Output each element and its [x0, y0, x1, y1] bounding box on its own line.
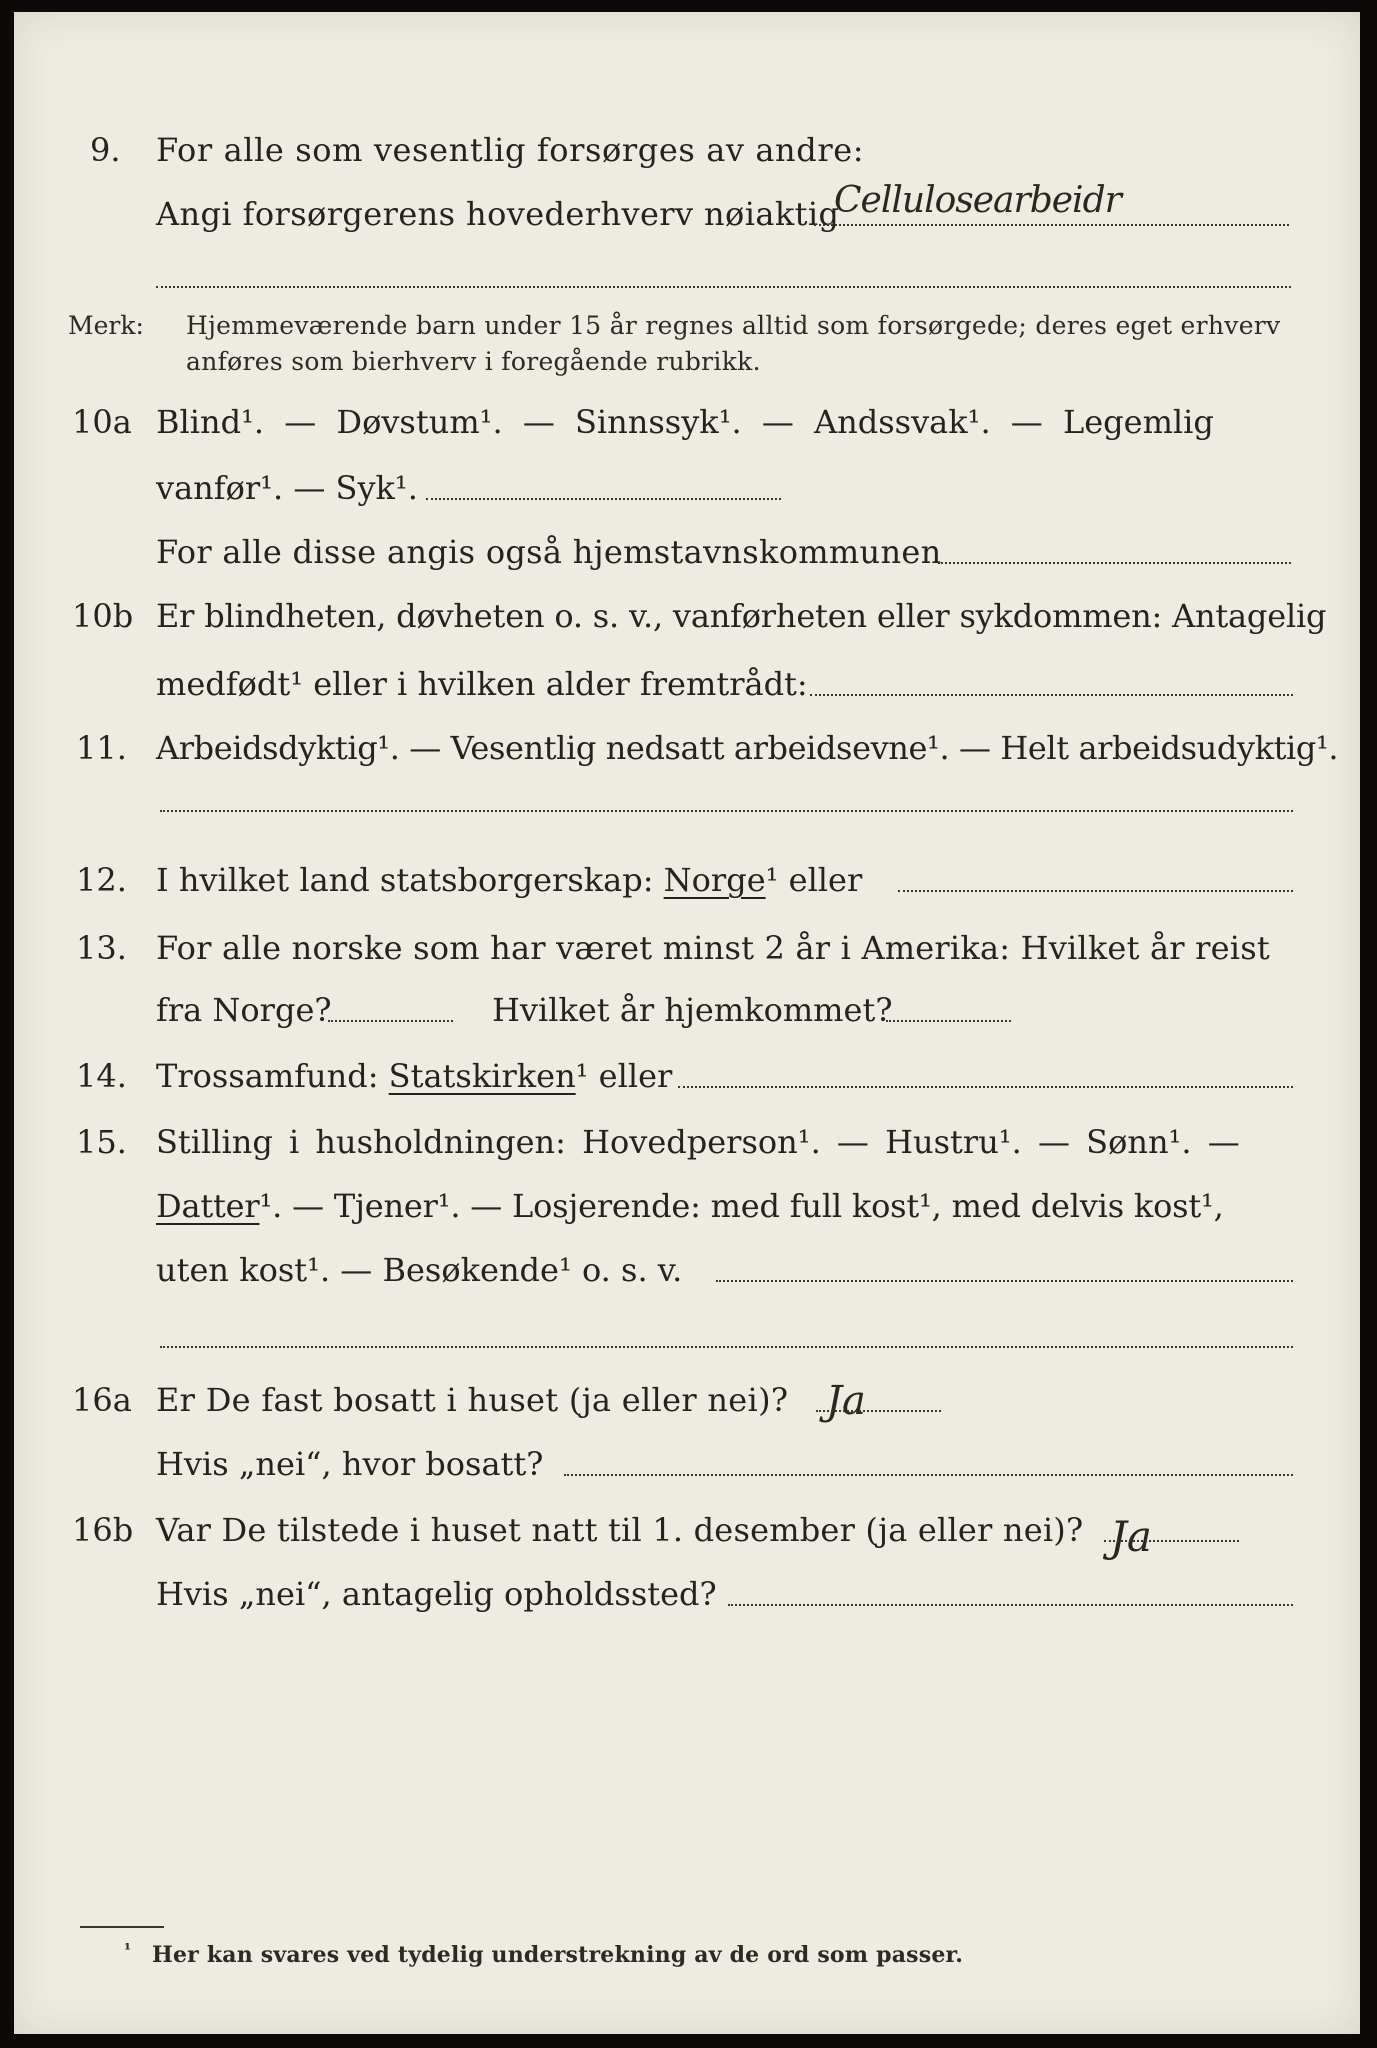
footnote-rule: [80, 1926, 164, 1928]
q12-answer-line: [898, 890, 1293, 892]
q14-statskirken-underlined: Statskirken: [388, 1057, 576, 1095]
q12-norge-underlined: Norge: [663, 861, 766, 899]
q15-line1: Stilling i husholdningen: Hovedperson¹. — Hustru¹. — Sønn¹. —: [156, 1123, 1240, 1161]
q16a-number: 16a: [72, 1381, 132, 1419]
q15-line2: [156, 1186, 1224, 1226]
q12-prefix: I hvilket land statsborgerskap:: [156, 861, 654, 899]
q14-number: 14.: [76, 1057, 127, 1095]
q10b-number: 10b: [72, 597, 134, 635]
q15-extra-line: [160, 1346, 1293, 1348]
q15-number: 15.: [76, 1123, 127, 1161]
q16b-line2: Hvis „nei“, antagelig opholdssted?: [156, 1575, 717, 1613]
q16b-opholdssted-line: [728, 1604, 1293, 1606]
q11-number: 11.: [76, 729, 127, 767]
footnote-mark: ¹: [124, 1940, 132, 1959]
q16a-bosatt-line: [564, 1474, 1293, 1476]
q16b-answer-line: [1104, 1540, 1239, 1542]
q14-answer-line: [678, 1086, 1293, 1088]
q11-answer-line: [160, 810, 1293, 812]
merk-label: Merk:: [68, 311, 144, 340]
q10a-line2: vanfør¹. — Syk¹.: [156, 469, 418, 507]
q12-suffix: ¹ eller: [765, 861, 863, 899]
q10a-hjemstavn-line: [938, 562, 1291, 564]
q12-number: 12.: [76, 861, 127, 899]
q9-number: 9.: [90, 131, 121, 169]
q13-reist-line: [328, 1020, 453, 1022]
q13-line1: For alle norske som har været minst 2 år i Amerika: Hvilket år reist: [156, 929, 1270, 967]
q10a-number: 10a: [72, 403, 132, 441]
q11-line1: Arbeidsdyktig¹. — Vesentlig nedsatt arbeidsevne¹. — Helt arbeidsudyktig¹.: [156, 729, 1339, 767]
q16a-line2: Hvis „nei“, hvor bosatt?: [156, 1445, 544, 1483]
q10b-line2: medfødt¹ eller i hvilken alder fremtrådt:: [156, 665, 808, 703]
q9-extra-line: [156, 286, 1291, 288]
q16b-handwritten-answer: Ja: [1110, 1512, 1152, 1561]
q10b-line1: Er blindheten, døvheten o. s. v., vanførheten eller sykdommen: Antagelig: [156, 597, 1327, 635]
q15-line3: uten kost¹. — Besøkende¹ o. s. v.: [156, 1251, 683, 1289]
merk-line1: Hjemmeværende barn under 15 år regnes alltid som forsørgede; deres eget erhverv: [186, 311, 1281, 340]
q10a-line3: For alle disse angis også hjemstavnskommunen: [156, 533, 942, 571]
q10a-syk-line: [426, 498, 781, 500]
q9-line2: Angi forsørgerens hovederhverv nøiaktig: [156, 195, 840, 233]
q15-datter-underlined: Datter: [156, 1187, 260, 1225]
q16b-number: 16b: [72, 1511, 134, 1549]
q16a-line1: Er De fast bosatt i huset (ja eller nei)?: [156, 1381, 789, 1419]
q16a-handwritten-answer: Ja: [826, 1378, 866, 1424]
q10a-line1: Blind¹. — Døvstum¹. — Sinnssyk¹. — Andssvak¹. — Legemlig: [156, 403, 1214, 441]
q10b-alder-line: [810, 694, 1293, 696]
q16b-line1: Var De tilstede i huset natt til 1. desember (ja eller nei)?: [156, 1511, 1084, 1549]
q15-line2-rest: ¹. — Tjener¹. — Losjerende: med full kost¹, med delvis kost¹,: [259, 1187, 1224, 1225]
footnote-text: Her kan svares ved tydelig understrekning av de ord som passer.: [152, 1942, 964, 1968]
q14-line: [156, 1056, 672, 1096]
q9-handwritten-answer: Cellulosearbeidr: [834, 180, 1121, 221]
merk-line2: anføres som bierhverv i foregående rubrikk.: [186, 347, 761, 376]
q9-line1: For alle som vesentlig forsørges av andre:: [156, 131, 865, 169]
q14-prefix: Trossamfund:: [156, 1057, 379, 1095]
q12-line: [156, 860, 862, 900]
census-form-page: [14, 12, 1360, 2034]
q13-number: 13.: [76, 929, 127, 967]
q13-line2b: Hvilket år hjemkommet?: [492, 991, 893, 1029]
q15-answer-line: [716, 1280, 1293, 1282]
q9-answer-line: [814, 224, 1289, 226]
q14-suffix: ¹ eller: [575, 1057, 673, 1095]
q16a-answer-line: [816, 1410, 941, 1412]
q13-line2a: fra Norge?: [156, 991, 332, 1029]
q13-hjemkommet-line: [886, 1020, 1011, 1022]
